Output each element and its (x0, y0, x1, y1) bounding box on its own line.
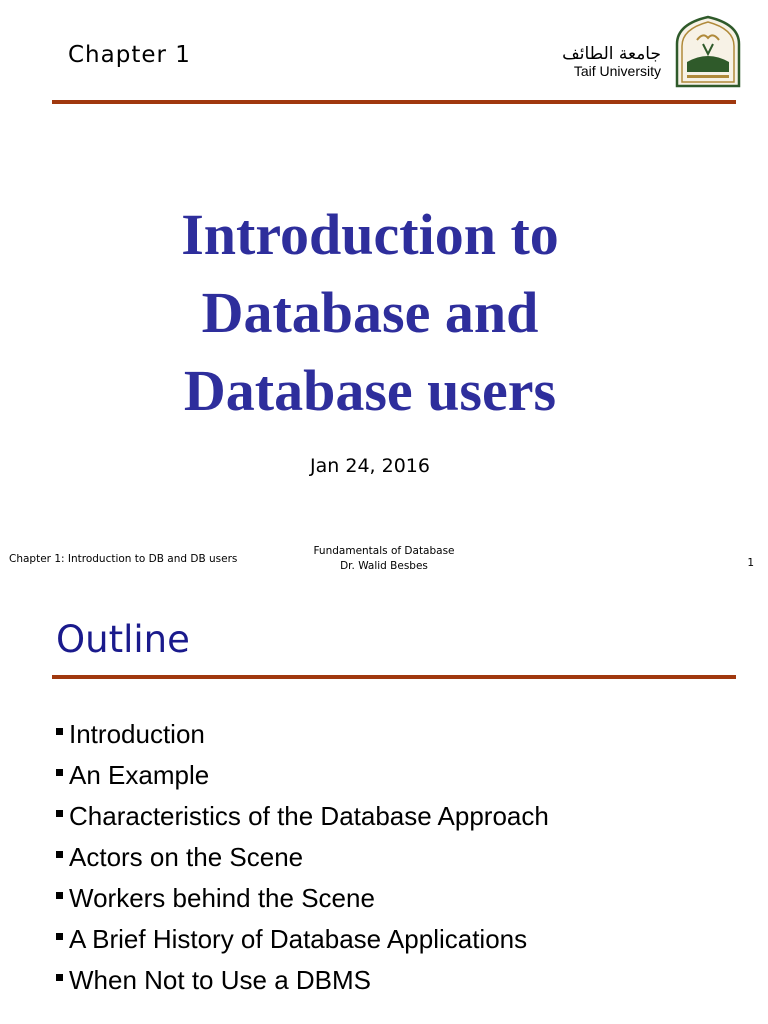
square-bullet-icon (56, 769, 63, 776)
list-item (56, 714, 549, 755)
list-item (56, 755, 549, 796)
taif-university-emblem-icon (673, 14, 743, 88)
university-name-arabic: جامعة الطائف (562, 44, 661, 64)
list-item-text: A Brief History of Database Applications (69, 924, 528, 954)
university-logo (555, 14, 743, 88)
footer-instructor: Dr. Walid Besbes (340, 560, 428, 572)
outline-divider (52, 675, 736, 679)
slide-title (0, 196, 740, 430)
outline-title: Outline (56, 618, 190, 661)
header-divider (52, 100, 736, 104)
square-bullet-icon (56, 810, 63, 817)
outline-list (56, 714, 549, 1001)
list-item-text: Characteristics of the Database Approach (69, 801, 549, 831)
title-line: Introduction to (181, 202, 559, 267)
square-bullet-icon (56, 728, 63, 735)
chapter-label: Chapter 1 (68, 42, 191, 68)
footer-chapter-title: Chapter 1: Introduction to DB and DB users (9, 553, 238, 565)
square-bullet-icon (56, 851, 63, 858)
list-item-text: An Example (69, 760, 210, 790)
title-line: Database and (201, 280, 539, 345)
footer-course-name: Fundamentals of Database (313, 545, 455, 557)
list-item-text: Workers behind the Scene (69, 883, 375, 913)
presentation-date: Jan 24, 2016 (310, 455, 430, 477)
list-item-text: When Not to Use a DBMS (69, 965, 371, 995)
title-line: Database users (183, 358, 557, 423)
outline-slide (0, 592, 768, 1024)
square-bullet-icon (56, 974, 63, 981)
list-item-text: Introduction (69, 719, 205, 749)
university-name-english: Taif University (573, 63, 661, 79)
list-item (56, 960, 549, 1001)
list-item (56, 837, 549, 878)
list-item-text: Actors on the Scene (69, 842, 304, 872)
square-bullet-icon (56, 892, 63, 899)
list-item (56, 919, 549, 960)
footer-course-info (284, 544, 484, 574)
list-item (56, 878, 549, 919)
footer-page-number: 1 (747, 557, 754, 569)
list-item (56, 796, 549, 837)
square-bullet-icon (56, 933, 63, 940)
